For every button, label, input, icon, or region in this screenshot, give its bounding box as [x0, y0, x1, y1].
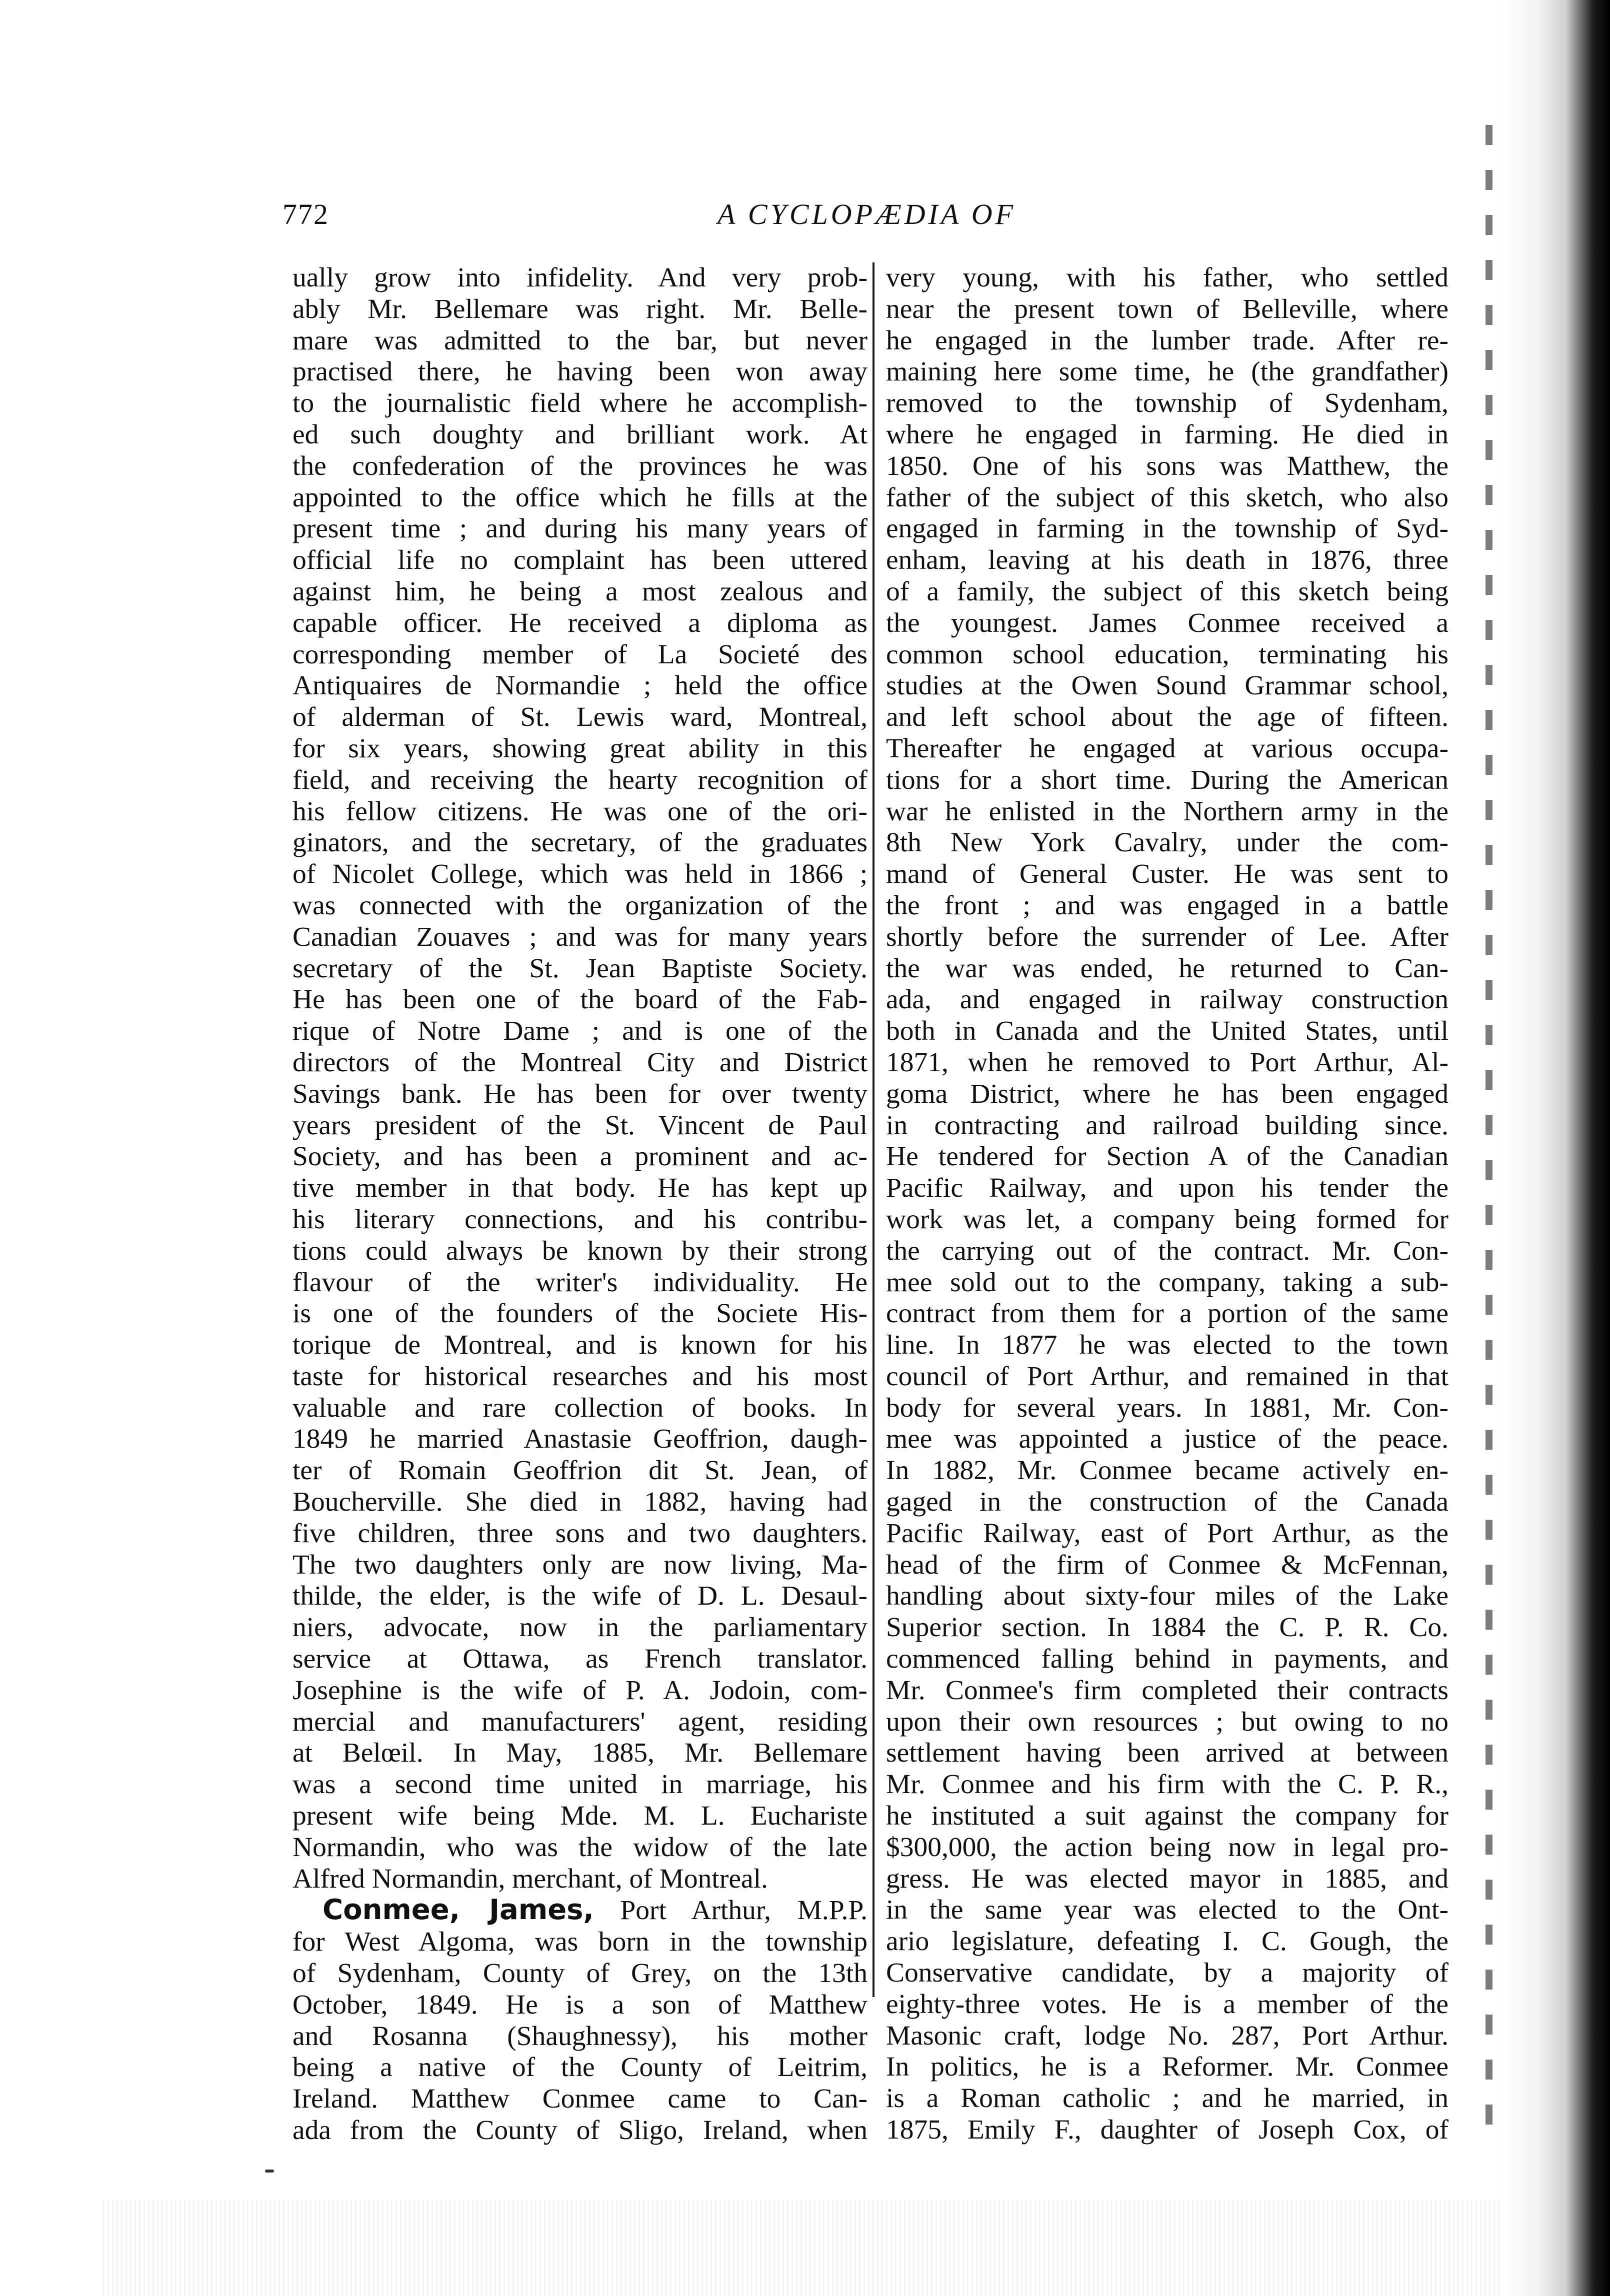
text-line: ada, and engaged in railway construction: [886, 984, 1448, 1015]
text-line: ginators, and the secretary, of the graduates: [292, 827, 868, 858]
text-line: mercial and manufacturers' agent, residing: [292, 1706, 868, 1737]
text-line: against him, he being a most zealous and: [292, 576, 868, 607]
text-line: Mr. Conmee's firm completed their contracts: [886, 1675, 1448, 1706]
text-line: near the present town of Belleville, where: [886, 293, 1448, 324]
text-line: years president of the St. Vincent de Paul: [292, 1110, 868, 1141]
text-line: is one of the founders of the Societe His-: [292, 1298, 868, 1329]
text-line: Boucherville. She died in 1882, having had: [292, 1487, 868, 1518]
text-line: service at Ottawa, as French translator.: [292, 1644, 868, 1675]
text-line: In politics, he is a Reformer. Mr. Conmee: [886, 2052, 1448, 2083]
text-line: Savings bank. He has been for over twenty: [292, 1078, 868, 1109]
text-line: common school education, terminating his: [886, 639, 1448, 670]
text-line: Thereafter he engaged at various occupa-: [886, 733, 1448, 764]
text-line: and Rosanna (Shaughnessy), his mother: [292, 2021, 868, 2052]
text-line: the carrying out of the contract. Mr. Con-: [886, 1235, 1448, 1266]
text-line: ually grow into infidelity. And very prob-: [292, 262, 868, 293]
text-line: Superior section. In 1884 the C. P. R. Co.: [886, 1612, 1448, 1643]
text-line: war he enlisted in the Northern army in the: [886, 796, 1448, 827]
text-line: $300,000, the action being now in legal pro-: [886, 1832, 1448, 1863]
page-header: [282, 197, 1448, 242]
text-line: 1849 he married Anastasie Geoffrion, daugh-: [292, 1424, 868, 1455]
text-line: Conservative candidate, by a majority of: [886, 1958, 1448, 1989]
text-line: Alfred Normandin, merchant, of Montreal.: [292, 1863, 768, 1894]
text-line: head of the firm of Conmee & McFennan,: [886, 1549, 1448, 1580]
text-line: council of Port Arthur, and remained in that: [886, 1361, 1448, 1392]
text-line: both in Canada and the United States, until: [886, 1016, 1448, 1047]
text-line: The two daughters only are now living, Ma-: [292, 1549, 868, 1580]
text-line: studies at the Owen Sound Grammar school,: [886, 670, 1448, 701]
entry-text: Port Arthur, M.P.P.: [620, 1895, 868, 1926]
text-line: eighty-three votes. He is a member of the: [886, 1989, 1448, 2020]
text-line: being a native of the County of Leitrim,: [292, 2052, 868, 2083]
text-line: ably Mr. Bellemare was right. Mr. Belle-: [292, 293, 868, 324]
text-line: upon their own resources ; but owing to no: [886, 1706, 1448, 1737]
text-line: at Belœil. In May, 1885, Mr. Bellemare: [292, 1738, 868, 1769]
text-line: tions for a short time. During the American: [886, 764, 1448, 795]
text-line: torique de Montreal, and is known for his: [292, 1330, 868, 1361]
text-line: 8th New York Cavalry, under the com-: [886, 827, 1448, 858]
text-line: work was let, a company being formed for: [886, 1204, 1448, 1235]
text-line: niers, advocate, now in the parliamentary: [292, 1612, 868, 1643]
text-line: contract from them for a portion of the same: [886, 1298, 1448, 1329]
text-line: appointed to the office which he fills at the: [292, 482, 868, 513]
text-line: present wife being Mde. M. L. Eucharistе: [292, 1801, 868, 1832]
column-divider: [872, 262, 874, 1997]
text-line: his literary connections, and his contribu-: [292, 1204, 868, 1235]
text-line: of alderman of St. Lewis ward, Montreal,: [292, 702, 868, 733]
text-line: valuable and rare collection of books. In: [292, 1392, 868, 1423]
text-line: corresponding member of La Societé des: [292, 639, 868, 670]
entry-first-line: [292, 1895, 868, 1927]
text-line: he engaged in the lumber trade. After re-: [886, 325, 1448, 356]
left-column: [292, 262, 868, 2146]
text-line: engaged in farming in the township of Syd-: [886, 513, 1448, 544]
text-line: the front ; and was engaged in a battle: [886, 890, 1448, 921]
text-line: mee was appointed a justice of the peace.: [886, 1424, 1448, 1455]
running-head: A CYCLOPÆDIA OF: [718, 198, 1016, 230]
text-line: Society, and has been a prominent and ac-: [292, 1141, 868, 1172]
text-line: In 1882, Mr. Conmee became actively en-: [886, 1455, 1448, 1486]
text-line: the confederation of the provinces he was: [292, 450, 868, 481]
text-line: practised there, he having been won away: [292, 356, 868, 387]
text-line: Normandin, who was the widow of the late: [292, 1832, 868, 1863]
text-line: ada from the County of Sligo, Ireland, when: [292, 2115, 868, 2146]
text-line: Masonic craft, lodge No. 287, Port Arthur.: [886, 2020, 1448, 2051]
text-line: enham, leaving at his death in 1876, three: [886, 545, 1448, 576]
text-line: of Sydenham, County of Grey, on the 13th: [292, 1958, 868, 1989]
text-line: settlement having been arrived at between: [886, 1738, 1448, 1769]
text-line: rique of Notre Dame ; and is one of the: [292, 1016, 868, 1047]
text-line: Mr. Conmee and his firm with the C. P. R.,: [886, 1769, 1448, 1800]
text-line: taste for historical researches and his most: [292, 1361, 868, 1392]
text-line: of a family, the subject of this sketch being: [886, 576, 1448, 607]
text-line: in the same year was elected to the Ont-: [886, 1895, 1448, 1926]
text-line: goma District, where he has been engaged: [886, 1078, 1448, 1109]
text-line: thilde, the elder, is the wife of D. L. Desaul-: [292, 1581, 868, 1612]
text-line: Ireland. Matthew Conmee came to Can-: [292, 2084, 868, 2115]
text-line: 1875, Emily F., daughter of Joseph Cox, of: [886, 2115, 1448, 2146]
text-line: and left school about the age of fifteen.: [886, 702, 1448, 733]
text-line: secretary of the St. Jean Baptiste Society.: [292, 953, 868, 984]
text-line: maining here some time, he (the grandfather): [886, 356, 1448, 387]
text-line: of Nicolet College, which was held in 1866 ;: [292, 859, 868, 890]
text-line: He has been one of the board of the Fab-: [292, 984, 868, 1015]
text-line: the youngest. James Conmee received a: [886, 607, 1448, 638]
text-line: he instituted a suit against the company for: [886, 1801, 1448, 1832]
text-line: mee sold out to the company, taking a sub-: [886, 1267, 1448, 1298]
scan-noise: [100, 2200, 1500, 2296]
page-edge-marks: [1486, 125, 1492, 2150]
text-line: line. In 1877 he was elected to the town: [886, 1330, 1448, 1361]
text-line: father of the subject of this sketch, who also: [886, 482, 1448, 513]
text-line: in contracting and railroad building since.: [886, 1110, 1448, 1141]
text-line: October, 1849. He is a son of Matthew: [292, 1989, 868, 2020]
text-line: body for several years. In 1881, Mr. Con-: [886, 1392, 1448, 1423]
text-line: official life no complaint has been uttered: [292, 545, 868, 576]
text-line: flavour of the writer's individuality. He: [292, 1267, 868, 1298]
text-line: Pacific Railway, east of Port Arthur, as the: [886, 1518, 1448, 1549]
text-line: 1871, when he removed to Port Arthur, Al-: [886, 1047, 1448, 1078]
text-line: He tendered for Section A of the Canadian: [886, 1141, 1448, 1172]
text-line: was connected with the organization of the: [292, 890, 868, 921]
text-line: Canadian Zouaves ; and was for many years: [292, 921, 868, 952]
text-line: shortly before the surrender of Lee. After: [886, 921, 1448, 952]
text-line: Antiquaires de Normandie ; held the office: [292, 670, 868, 701]
text-line: was a second time united in marriage, his: [292, 1769, 868, 1800]
text-line: present time ; and during his many years of: [292, 513, 868, 544]
text-line: tive member in that body. He has kept up: [292, 1173, 868, 1204]
text-line: ario legislature, defeating I. C. Gough, the: [886, 1926, 1448, 1957]
text-line: the war was ended, he returned to Can-: [886, 953, 1448, 984]
text-line: Pacific Railway, and upon his tender the: [886, 1173, 1448, 1204]
text-line: his fellow citizens. He was one of the ori-: [292, 796, 868, 827]
text-line: very young, with his father, who settled: [886, 262, 1448, 293]
text-line: tions could always be known by their strong: [292, 1235, 868, 1266]
right-column: [886, 262, 1448, 2146]
binding-shadow: [1500, 0, 1610, 2296]
text-line: removed to the township of Sydenham,: [886, 388, 1448, 419]
text-line: mare was admitted to the bar, but never: [292, 325, 868, 356]
text-line: five children, three sons and two daughters.: [292, 1518, 868, 1549]
text-line: for West Algoma, was born in the township: [292, 1927, 868, 1958]
text-line: gaged in the construction of the Canada: [886, 1487, 1448, 1518]
entry-name: Conmee, James,: [322, 1894, 594, 1927]
page-number: 772: [282, 198, 329, 230]
ink-speck: [265, 2170, 274, 2173]
text-line: Josephine is the wife of P. A. Jodoin, com-: [292, 1675, 868, 1706]
text-line: ter of Romain Geoffrion dit St. Jean, of: [292, 1455, 868, 1486]
text-line: handling about sixty-four miles of the Lake: [886, 1581, 1448, 1612]
text-line: 1850. One of his sons was Matthew, the: [886, 450, 1448, 481]
text-line: commenced falling behind in payments, and: [886, 1644, 1448, 1675]
text-line: gress. He was elected mayor in 1885, and: [886, 1863, 1448, 1894]
text-line: to the journalistic field where he accomplish-: [292, 388, 868, 419]
text-line: mand of General Custer. He was sent to: [886, 859, 1448, 890]
text-line: capable officer. He received a diploma as: [292, 607, 868, 638]
text-line: where he engaged in farming. He died in: [886, 419, 1448, 450]
text-line: field, and receiving the hearty recognition of: [292, 764, 868, 795]
text-line: is a Roman catholic ; and he married, in: [886, 2083, 1448, 2114]
text-line: ed such doughty and brilliant work. At: [292, 419, 868, 450]
text-line: for six years, showing great ability in this: [292, 733, 868, 764]
text-line: directors of the Montreal City and District: [292, 1047, 868, 1078]
